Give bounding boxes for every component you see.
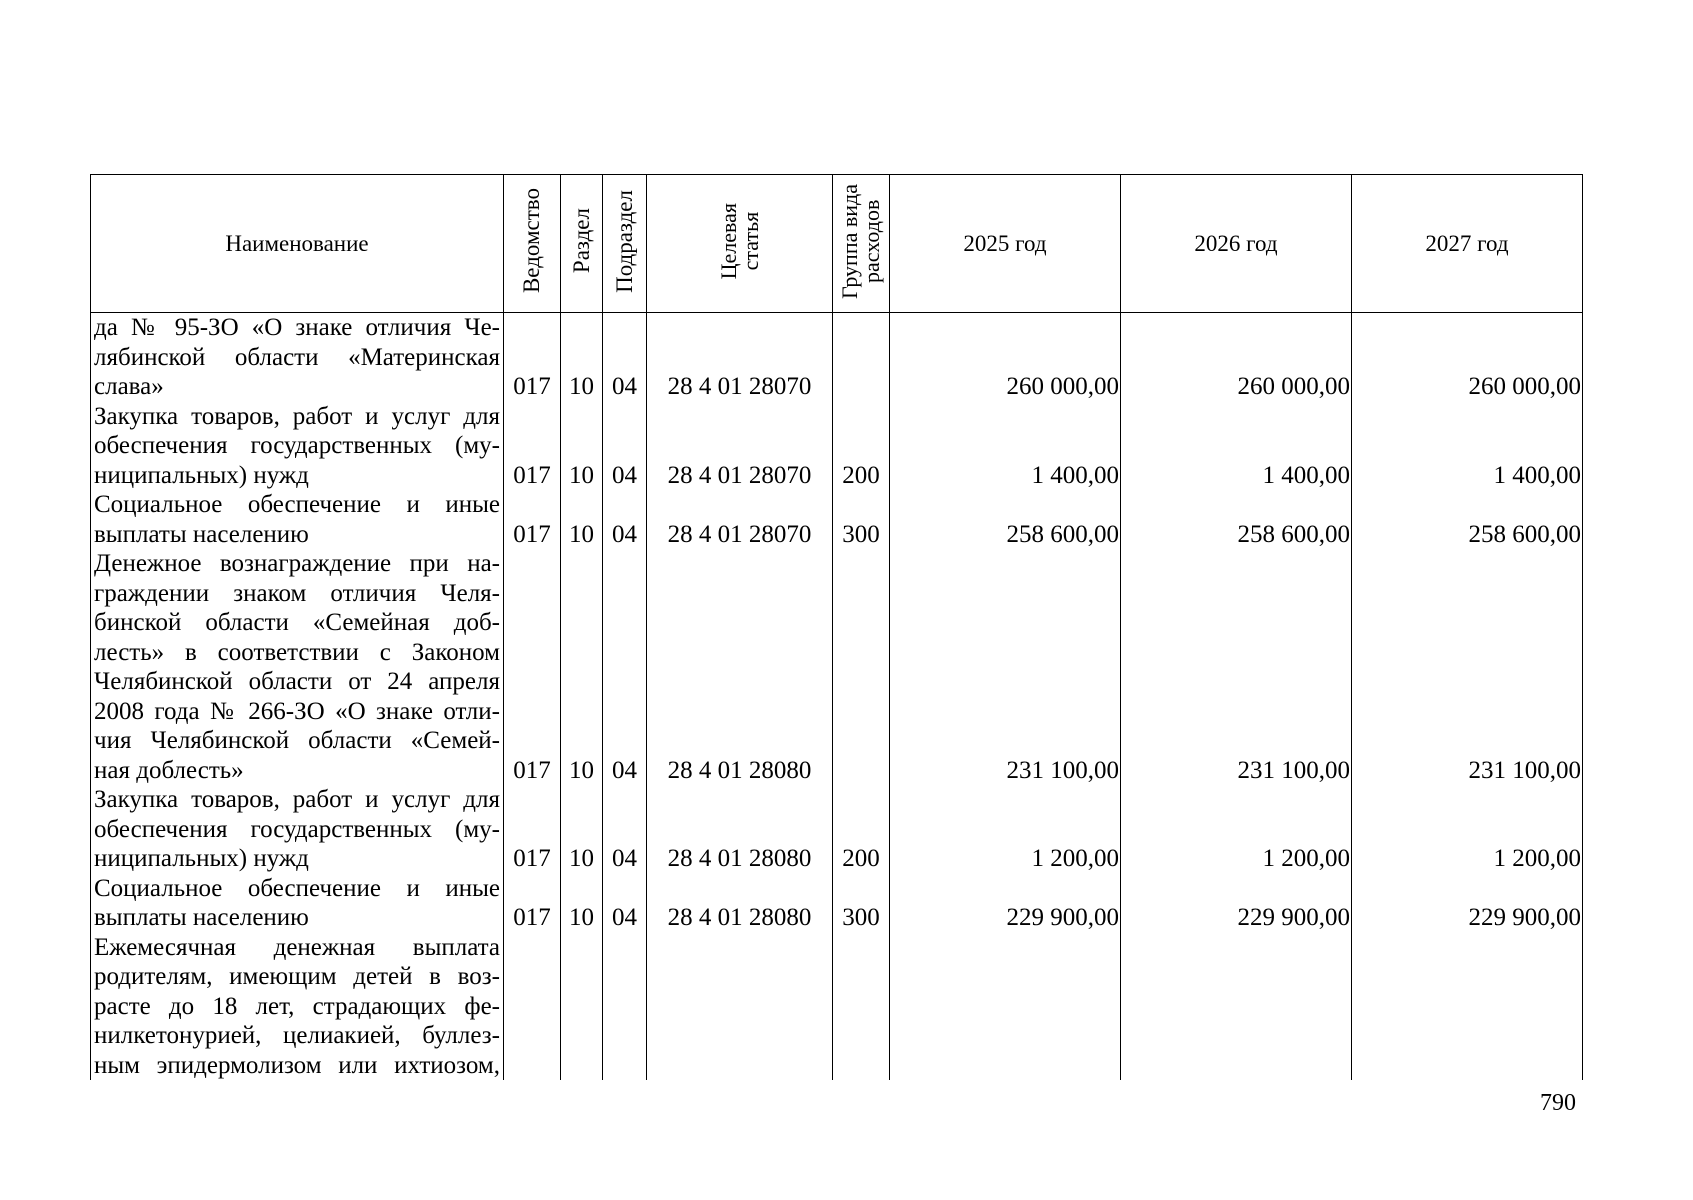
row-subsection: 04 [603, 874, 647, 933]
row-2025: 229 900,00 [890, 874, 1121, 933]
row-section [561, 933, 603, 1081]
row-subsection: 04 [603, 490, 647, 549]
header-exp-group: Группа вида расходов [833, 175, 890, 313]
row-subsection: 04 [603, 549, 647, 785]
row-subsection: 04 [603, 402, 647, 491]
header-section: Раздел [561, 175, 603, 313]
header-2026: 2026 год [1121, 175, 1352, 313]
row-section: 10 [561, 490, 603, 549]
row-name: да № 95-ЗО «О знаке отличия Че- лябинской области «Материнская слава» [91, 313, 504, 402]
row-target: 28 4 01 28080 [647, 549, 833, 785]
row-exp-group: 300 [833, 874, 890, 933]
row-2025: 1 400,00 [890, 402, 1121, 491]
row-dept: 017 [504, 402, 561, 491]
row-subsection: 04 [603, 785, 647, 874]
row-2027: 260 000,00 [1352, 313, 1583, 402]
row-2025 [890, 933, 1121, 1081]
row-target: 28 4 01 28070 [647, 402, 833, 491]
row-exp-group [833, 313, 890, 402]
table-body [91, 313, 1583, 1081]
row-target [647, 933, 833, 1081]
row-dept: 017 [504, 874, 561, 933]
header-name: Наименование [91, 175, 504, 313]
row-dept: 017 [504, 549, 561, 785]
row-2025: 260 000,00 [890, 313, 1121, 402]
row-dept: 017 [504, 313, 561, 402]
row-target: 28 4 01 28080 [647, 874, 833, 933]
table-row [91, 313, 1583, 402]
row-2025: 258 600,00 [890, 490, 1121, 549]
row-2027 [1352, 933, 1583, 1081]
table-row [91, 874, 1583, 933]
row-2025: 1 200,00 [890, 785, 1121, 874]
table-row [91, 933, 1583, 1081]
row-section: 10 [561, 785, 603, 874]
header-2027: 2027 год [1352, 175, 1583, 313]
row-2025: 231 100,00 [890, 549, 1121, 785]
row-2026: 260 000,00 [1121, 313, 1352, 402]
row-dept: 017 [504, 490, 561, 549]
row-target: 28 4 01 28070 [647, 313, 833, 402]
row-section: 10 [561, 549, 603, 785]
row-2026 [1121, 933, 1352, 1081]
row-2026: 231 100,00 [1121, 549, 1352, 785]
row-section: 10 [561, 874, 603, 933]
row-exp-group: 200 [833, 402, 890, 491]
header-subsection: Подраздел [603, 175, 647, 313]
row-2027: 1 400,00 [1352, 402, 1583, 491]
page-number: 790 [1540, 1090, 1576, 1116]
row-exp-group: 300 [833, 490, 890, 549]
row-exp-group [833, 933, 890, 1081]
row-2027: 258 600,00 [1352, 490, 1583, 549]
row-2026: 1 200,00 [1121, 785, 1352, 874]
row-2027: 229 900,00 [1352, 874, 1583, 933]
row-name: Денежное вознаграждение при на- граждении знаком отличия Челя- бинской области «Семейная доб- лесть» в соответствии с Законом Челябинской области от 24 апреля 2008 года № 266-ЗО «О знаке отли- чия Челябинской области «Семей- ная доблесть» [91, 549, 504, 785]
row-2027: 231 100,00 [1352, 549, 1583, 785]
row-section: 10 [561, 402, 603, 491]
row-name: Социальное обеспечение и иные выплаты населению [91, 490, 504, 549]
table-row [91, 402, 1583, 491]
row-name: Социальное обеспечение и иные выплаты населению [91, 874, 504, 933]
row-subsection [603, 933, 647, 1081]
row-target: 28 4 01 28070 [647, 490, 833, 549]
row-dept [504, 933, 561, 1081]
row-target: 28 4 01 28080 [647, 785, 833, 874]
header-dept: Ведомство [504, 175, 561, 313]
header-row [91, 175, 1583, 313]
row-section: 10 [561, 313, 603, 402]
row-2027: 1 200,00 [1352, 785, 1583, 874]
row-2026: 1 400,00 [1121, 402, 1352, 491]
table-row [91, 490, 1583, 549]
row-exp-group: 200 [833, 785, 890, 874]
table-row [91, 549, 1583, 785]
header-2025: 2025 год [890, 175, 1121, 313]
row-name: Ежемесячная денежная выплата родителям, имеющим детей в воз- расте до 18 лет, страдающих фе- нилкетонурией, целиакией, буллез- ным эпидермолизом или ихтиозом, [91, 933, 504, 1081]
row-subsection: 04 [603, 313, 647, 402]
row-exp-group [833, 549, 890, 785]
row-name: Закупка товаров, работ и услуг для обеспечения государственных (му- ниципальных) нужд [91, 402, 504, 491]
row-2026: 258 600,00 [1121, 490, 1352, 549]
header-target: Целевая статья [647, 175, 833, 313]
row-dept: 017 [504, 785, 561, 874]
row-2026: 229 900,00 [1121, 874, 1352, 933]
row-name: Закупка товаров, работ и услуг для обеспечения государственных (му- ниципальных) нужд [91, 785, 504, 874]
budget-table [90, 174, 1583, 1080]
table-row [91, 785, 1583, 874]
